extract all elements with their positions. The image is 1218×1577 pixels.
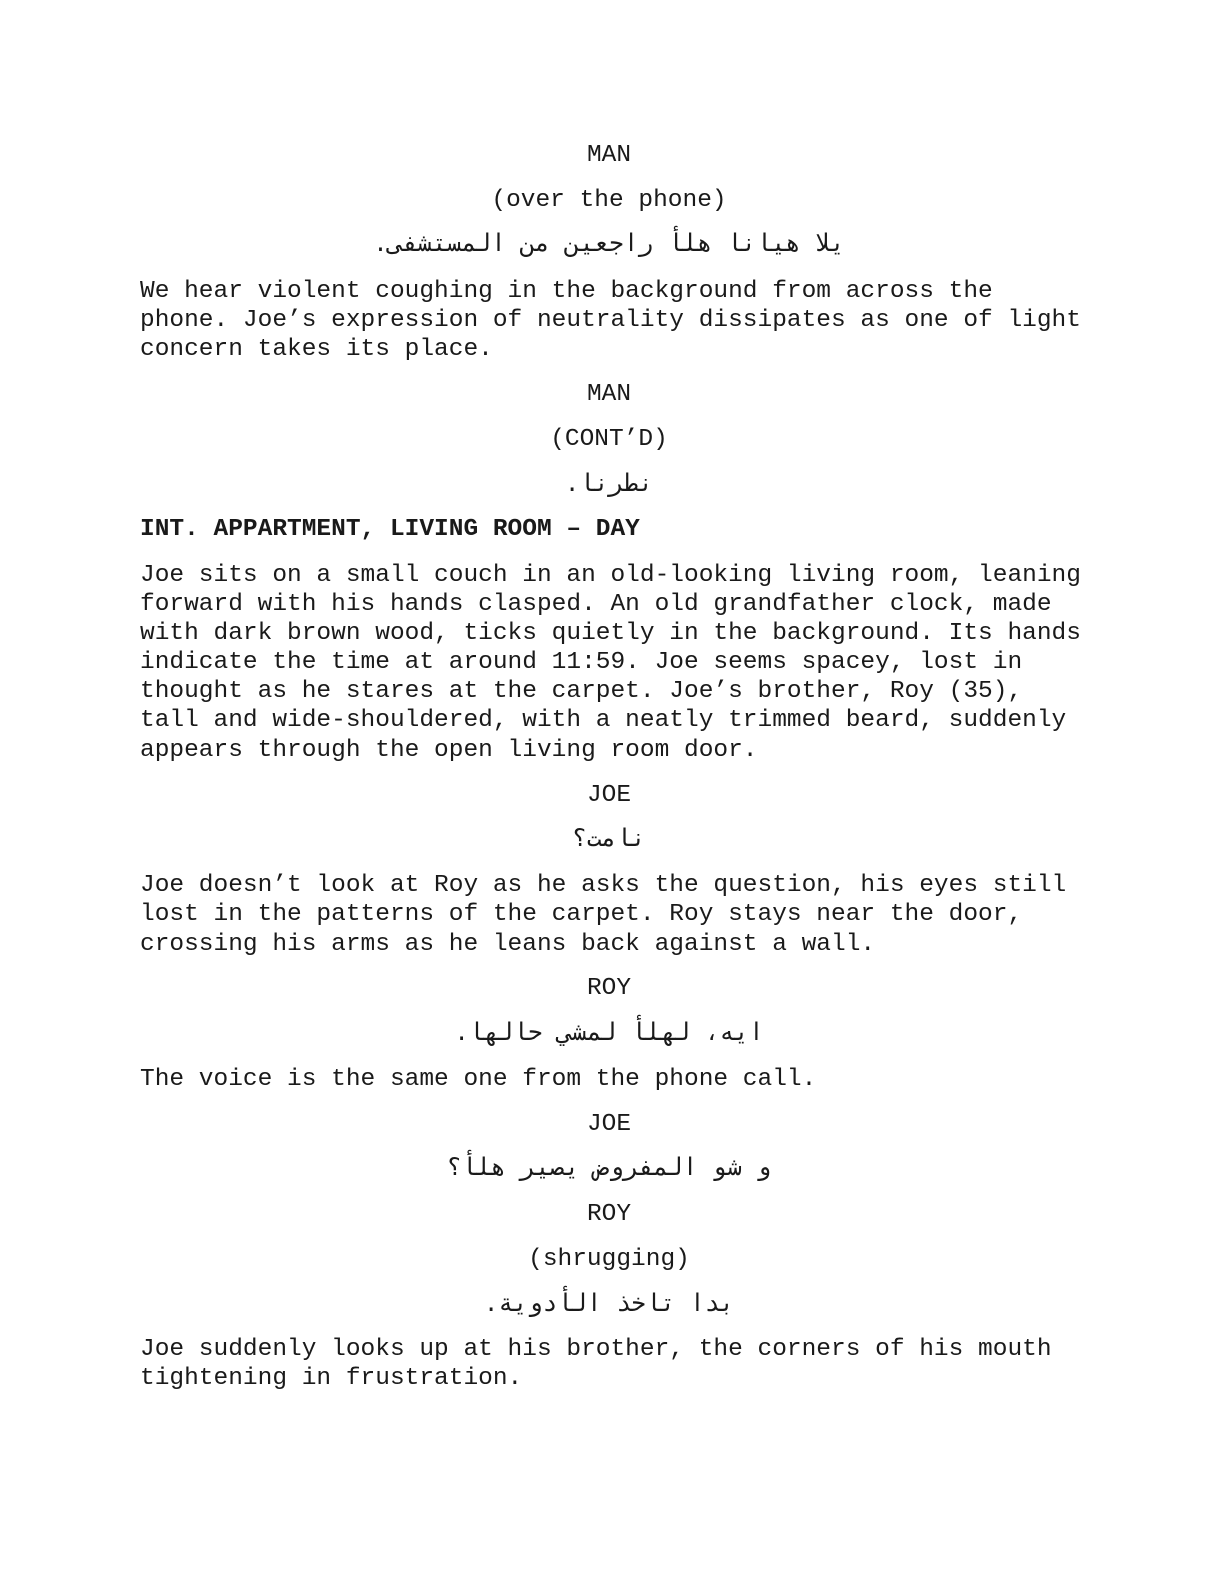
action-line: crossing his arms as he leans back against a wall. xyxy=(140,931,876,958)
character-name: JOE xyxy=(586,1111,632,1138)
action-line: tightening in frustration. xyxy=(140,1365,523,1392)
action-line: thought as he stares at the carpet. Joe’s brother, Roy (35), xyxy=(140,678,1023,705)
dialogue-line: نامت؟ xyxy=(572,827,646,854)
character-name: ROY xyxy=(586,975,632,1002)
dialogue-line: نطرنا. xyxy=(564,472,654,499)
character-name: MAN xyxy=(586,142,632,169)
dialogue-line: و شو المفروض يصير هلأ؟ xyxy=(446,1156,772,1183)
action-line: Joe suddenly looks up at his brother, the corners of his mouth xyxy=(140,1336,1052,1363)
action-line: lost in the patterns of the carpet. Roy stays near the door, xyxy=(140,901,1023,928)
action-line: concern takes its place. xyxy=(140,336,493,363)
parenthetical: (CONT’D) xyxy=(550,426,668,453)
action-line: phone. Joe’s expression of neutrality dissipates as one of light xyxy=(140,307,1081,334)
dialogue-line: يلا هيانا هلأ راجعين من المستشفى. xyxy=(373,232,845,259)
action-line: Joe doesn’t look at Roy as he asks the question, his eyes still xyxy=(140,872,1067,899)
action-line: The voice is the same one from the phone call. xyxy=(140,1066,817,1093)
dialogue-line: بدا تاخذ الأدوية. xyxy=(483,1292,735,1319)
character-name: ROY xyxy=(586,1201,632,1228)
action-line: indicate the time at around 11:59. Joe seems spacey, lost in xyxy=(140,649,1023,676)
scene-heading: INT. APPARTMENT, LIVING ROOM – DAY xyxy=(140,516,640,543)
character-name: JOE xyxy=(586,782,632,809)
parenthetical: (over the phone) xyxy=(491,187,727,214)
action-line: forward with his hands clasped. An old grandfather clock, made xyxy=(140,591,1052,618)
parenthetical: (shrugging) xyxy=(528,1246,690,1273)
action-line: Joe sits on a small couch in an old-looking living room, leaning xyxy=(140,562,1081,589)
action-line: appears through the open living room door. xyxy=(140,737,758,764)
character-name: MAN xyxy=(586,381,632,408)
action-line: tall and wide-shouldered, with a neatly trimmed beard, suddenly xyxy=(140,707,1067,734)
dialogue-line: ايه، لهلأ لمشي حالها. xyxy=(454,1021,764,1048)
action-line: with dark brown wood, ticks quietly in the background. Its hands xyxy=(140,620,1081,647)
action-line: We hear violent coughing in the background from across the xyxy=(140,278,993,305)
